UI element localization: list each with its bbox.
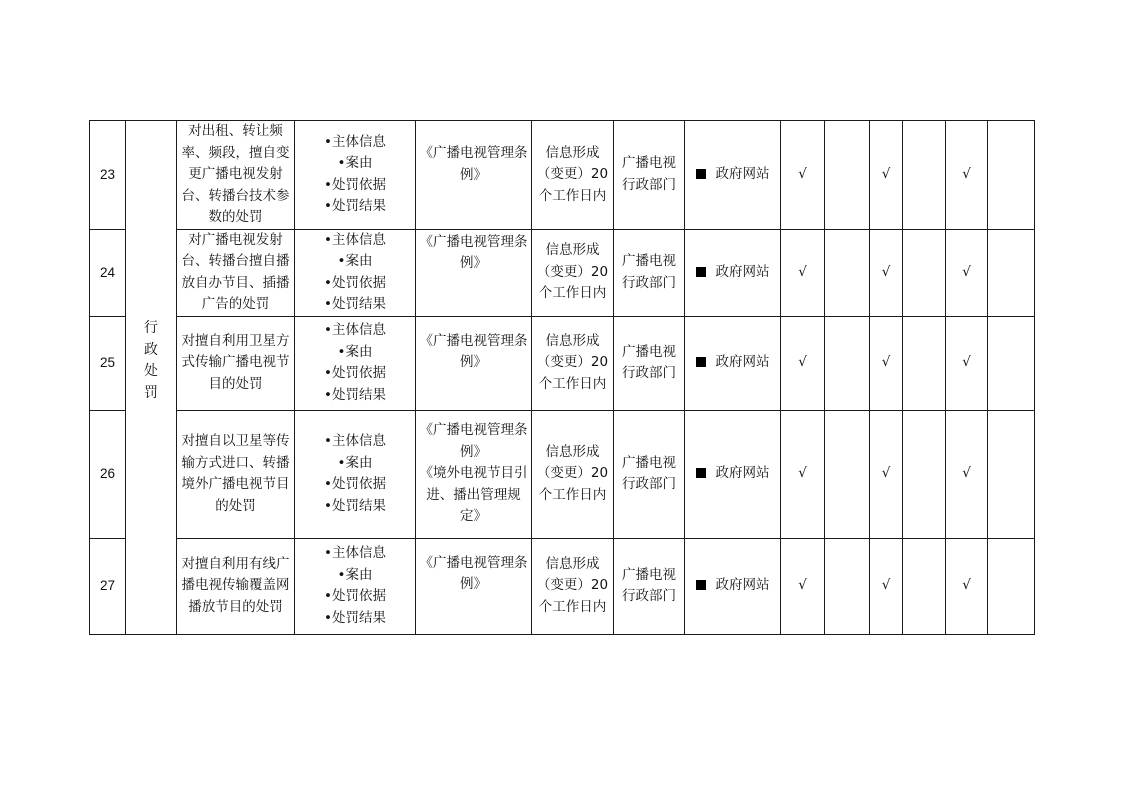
mark-cell: √ [870, 410, 903, 538]
dept-cell [614, 538, 685, 634]
mark-cell: √ [870, 316, 903, 410]
dept-cell [614, 229, 685, 316]
item-cell [177, 410, 295, 538]
table-row [90, 410, 1035, 538]
channel-text: 政府网站 [715, 354, 770, 371]
content-line: •主体信息 [324, 133, 386, 150]
table-row [90, 538, 1035, 634]
time-cell [532, 538, 614, 634]
time-text: 信息形成（变更）20个工作日内 [536, 555, 609, 615]
content-line: •案由 [337, 566, 373, 583]
filled-square-icon [696, 580, 706, 590]
mark-cell [825, 121, 870, 230]
filled-square-icon [696, 267, 706, 277]
mark-cell: √ [781, 316, 825, 410]
filled-square-icon [696, 468, 706, 478]
content-line: •处罚依据 [324, 365, 386, 381]
item-cell [177, 316, 295, 410]
table-row [90, 316, 1035, 410]
category-char: 政 [144, 341, 158, 358]
mark-cell: √ [946, 229, 988, 316]
mark-cell: √ [781, 538, 825, 634]
mark-cell: √ [781, 121, 825, 230]
dept-cell [614, 121, 685, 230]
mark-cell [903, 121, 946, 230]
time-text: 信息形成（变更）20个工作日内 [536, 242, 609, 302]
mark-cell: √ [870, 121, 903, 230]
time-cell [532, 229, 614, 316]
category-cell [126, 121, 177, 635]
mark-cell: √ [946, 410, 988, 538]
time-cell [532, 121, 614, 230]
content-line: •处罚结果 [324, 386, 386, 403]
mark-cell: √ [870, 538, 903, 634]
row-number: 23 [90, 121, 126, 230]
basis-cell [416, 316, 532, 410]
basis-cell [416, 410, 532, 538]
channel-text: 政府网站 [715, 577, 770, 594]
content-line: •处罚结果 [324, 198, 386, 215]
mark-cell: √ [946, 121, 988, 230]
content-line: •案由 [337, 253, 373, 269]
channel-cell [685, 538, 781, 634]
dept-text: 广播电视行政部门 [622, 343, 676, 381]
basis-text: 《广播电视管理条例》 [419, 554, 528, 592]
time-cell [532, 410, 614, 538]
content-line: •案由 [337, 155, 373, 172]
row-number: 25 [90, 316, 126, 410]
content-line: •处罚依据 [324, 176, 386, 193]
mark-cell [988, 410, 1035, 538]
mark-cell: √ [946, 316, 988, 410]
mark-cell [825, 316, 870, 410]
filled-square-icon [696, 169, 706, 179]
item-text: 对擅自利用卫星方式传输广播电视节目的处罚 [181, 332, 290, 392]
dept-text: 广播电视行政部门 [622, 155, 676, 193]
mark-cell [988, 538, 1035, 634]
mark-cell [988, 316, 1035, 410]
content-cell [295, 410, 416, 538]
content-line: •处罚依据 [324, 588, 386, 604]
content-cell [295, 538, 416, 634]
channel-text: 政府网站 [715, 263, 770, 280]
item-text: 对擅自利用有线广播电视传输覆盖网播放节目的处罚 [181, 555, 290, 615]
time-cell [532, 316, 614, 410]
channel-text: 政府网站 [715, 465, 770, 482]
item-text: 对广播电视发射台、转播台擅自播放自办节目、插播广告的处罚 [181, 231, 290, 312]
content-cell [295, 121, 416, 230]
dept-text: 广播电视行政部门 [622, 454, 676, 492]
table-row [90, 121, 1035, 230]
dept-text: 广播电视行政部门 [622, 566, 676, 604]
content-line: •处罚结果 [324, 609, 386, 626]
mark-cell: √ [870, 229, 903, 316]
mark-cell [903, 410, 946, 538]
row-number: 24 [90, 229, 126, 316]
mark-cell: √ [781, 229, 825, 316]
table-row [90, 229, 1035, 316]
item-cell [177, 121, 295, 230]
basis-cell [416, 538, 532, 634]
mark-cell [903, 229, 946, 316]
dept-text: 广播电视行政部门 [622, 253, 676, 291]
channel-text: 政府网站 [715, 166, 770, 182]
time-text: 信息形成（变更）20个工作日内 [536, 144, 609, 204]
channel-cell [685, 410, 781, 538]
mark-cell [903, 316, 946, 410]
content-line: •处罚结果 [324, 497, 386, 514]
mark-cell [825, 538, 870, 634]
mark-cell [825, 410, 870, 538]
mark-cell [825, 229, 870, 316]
item-cell [177, 538, 295, 634]
basis-text: 《境外电视节目引进、播出管理规定》 [419, 465, 528, 525]
row-number: 27 [90, 538, 126, 634]
basis-cell [416, 229, 532, 316]
mark-cell [988, 121, 1035, 230]
basis-text: 《广播电视管理条例》 [419, 332, 528, 370]
item-text: 对出租、转让频率、频段，擅自变更广播电视发射台、转播台技术参数的处罚 [181, 123, 290, 225]
disclosure-table [89, 120, 1035, 635]
category-char: 行 [144, 320, 158, 337]
basis-text: 《广播电视管理条例》 [419, 233, 528, 271]
time-text: 信息形成（变更）20个工作日内 [536, 332, 609, 392]
content-line: •案由 [337, 343, 373, 360]
dept-cell [614, 316, 685, 410]
mark-cell: √ [946, 538, 988, 634]
mark-cell [988, 229, 1035, 316]
content-line: •案由 [337, 454, 373, 471]
basis-text: 《广播电视管理条例》 [419, 145, 528, 183]
category-char: 处 [144, 363, 158, 380]
channel-cell [685, 229, 781, 316]
content-line: •处罚依据 [324, 274, 386, 291]
basis-cell [416, 121, 532, 230]
mark-cell: √ [781, 410, 825, 538]
filled-square-icon [696, 357, 706, 367]
content-line: •主体信息 [324, 322, 386, 338]
channel-cell [685, 316, 781, 410]
time-text: 信息形成（变更）20个工作日内 [536, 443, 609, 503]
item-text: 对擅自以卫星等传输方式进口、转播境外广播电视节目的处罚 [181, 433, 290, 514]
content-cell [295, 229, 416, 316]
channel-cell [685, 121, 781, 230]
dept-cell [614, 410, 685, 538]
content-line: •主体信息 [324, 231, 386, 248]
content-line: •处罚依据 [324, 476, 386, 492]
content-line: •主体信息 [324, 433, 386, 449]
row-number: 26 [90, 410, 126, 538]
content-line: •处罚结果 [324, 296, 386, 312]
mark-cell [903, 538, 946, 634]
content-line: •主体信息 [324, 545, 386, 561]
content-cell [295, 316, 416, 410]
basis-text: 《广播电视管理条例》 [419, 422, 528, 460]
item-cell [177, 229, 295, 316]
category-char: 罚 [144, 384, 158, 401]
